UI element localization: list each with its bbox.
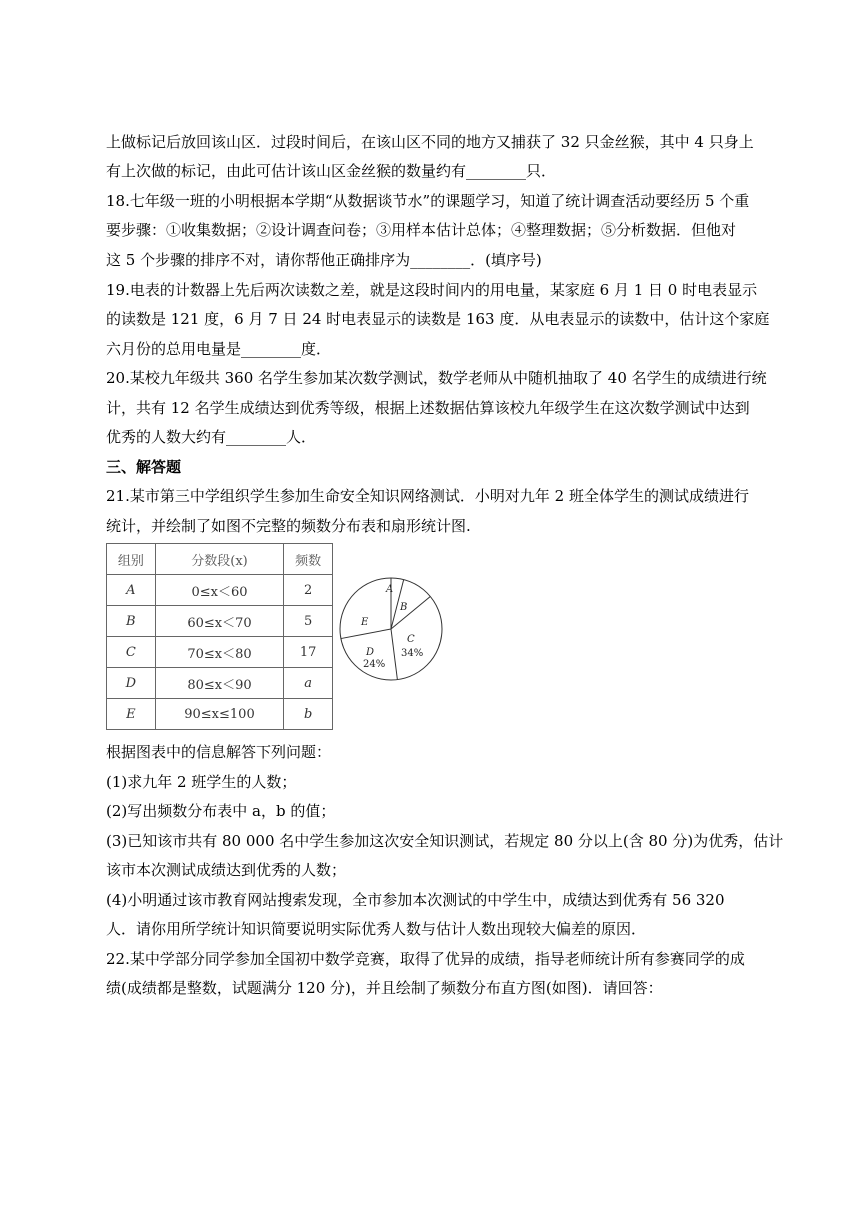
pie-label-c-percent: 34% <box>401 648 424 659</box>
question-22: 22.某中学部分同学参加全国初中数学竞赛，取得了优异的成绩，指导老师统计所有参赛同学的成 <box>106 950 745 968</box>
table-row <box>107 699 333 730</box>
sub-question-2: (2)写出频数分布表中 a，b 的值； <box>106 802 336 820</box>
table-cell: 90≤x≤100 <box>155 699 284 730</box>
table-cell: D <box>107 668 156 699</box>
table-cell: 60≤x＜70 <box>155 606 284 637</box>
text-line: 有上次做的标记，由此可估计该山区金丝猴的数量约有________只． <box>106 162 557 180</box>
text-line: 的读数是 121 度，6 月 7 日 24 时电表显示的读数是 163 度．从电表显示的读数中，估计这个家庭 <box>106 310 770 328</box>
text-line: 根据图表中的信息解答下列问题： <box>106 743 332 761</box>
text-line: 该市本次测试成绩达到优秀的人数； <box>106 861 347 879</box>
pie-label-d: D <box>366 647 375 658</box>
sub-question-1: (1)求九年 2 班学生的人数； <box>106 773 297 791</box>
table-cell: E <box>107 699 156 730</box>
table-cell: C <box>107 637 156 668</box>
text-line: 上做标记后放回该山区．过段时间后，在该山区不同的地方又捕获了 32 只金丝猴，其中 4 只身上 <box>106 133 754 151</box>
text-line: 这 5 个步骤的排序不对，请你帮他正确排序为________．(填序号) <box>106 251 542 269</box>
sub-question-4: (4)小明通过该市教育网站搜索发现，全市参加本次测试的中学生中，成绩达到优秀有 56 320 <box>106 891 725 909</box>
text-line: 计，共有 12 名学生成绩达到优秀等级，根据上述数据估算该校九年级学生在这次数学测试中达到 <box>106 399 750 417</box>
table-cell: b <box>284 699 333 730</box>
table-cell: a <box>284 668 333 699</box>
text-line: 绩(成绩都是整数，试题满分 120 分)，并且绘制了频数分布直方图(如图)．请回答： <box>106 979 663 997</box>
text-line: 六月份的总用电量是________度． <box>106 340 332 358</box>
question-21: 21.某市第三中学组织学生参加生命安全知识网络测试．小明对九年 2 班全体学生的测试成绩进行 <box>106 487 749 505</box>
pie-label-d-percent: 24% <box>363 659 386 670</box>
table-cell: 0≤x＜60 <box>155 575 284 606</box>
pie-label-c: C <box>407 634 415 645</box>
table-cell: A <box>107 575 156 606</box>
question-20: 20.某校九年级共 360 名学生参加某次数学测试，数学老师从中随机抽取了 40 名学生的成绩进行统 <box>106 369 767 387</box>
table-row <box>107 668 333 699</box>
table-row <box>107 637 333 668</box>
frequency-table <box>106 543 333 730</box>
table-header: 分数段(x) <box>155 544 284 575</box>
text-line: 人．请你用所学统计知识简要说明实际优秀人数与估计人数出现较大偏差的原因． <box>106 920 647 938</box>
table-cell: 17 <box>284 637 333 668</box>
text-line: 统计，并绘制了如图不完整的频数分布表和扇形统计图. <box>106 517 471 535</box>
pie-label-e: E <box>361 617 369 628</box>
text-line: 优秀的人数大约有________人． <box>106 428 317 446</box>
table-cell: 5 <box>284 606 333 637</box>
table-header: 频数 <box>284 544 333 575</box>
table-cell: B <box>107 606 156 637</box>
table-row <box>107 606 333 637</box>
text-line: 要步骤：①收集数据；②设计调查问卷；③用样本估计总体；④整理数据；⑤分析数据．但他对 <box>106 221 737 239</box>
question-18: 18.七年级一班的小明根据本学期“从数据谈节水”的课题学习，知道了统计调查活动要经历 5 个重 <box>106 192 750 210</box>
table-row <box>107 575 333 606</box>
question-19: 19.电表的计数器上先后两次读数之差，就是这段时间内的用电量，某家庭 6 月 1 日 0 时电表显示 <box>106 281 758 299</box>
pie-label-a: A <box>386 584 394 595</box>
sub-question-3: (3)已知该市共有 80 000 名中学生参加这次安全知识测试，若规定 80 分以上(含 80 分)为优秀，估计 <box>106 832 784 850</box>
section-heading: 三、解答题 <box>106 458 182 476</box>
table-cell: 80≤x＜90 <box>155 668 284 699</box>
table-cell: 70≤x＜80 <box>155 637 284 668</box>
pie-label-b: B <box>400 602 408 613</box>
table-header: 组别 <box>107 544 156 575</box>
pie-chart <box>337 573 447 685</box>
table-cell: 2 <box>284 575 333 606</box>
